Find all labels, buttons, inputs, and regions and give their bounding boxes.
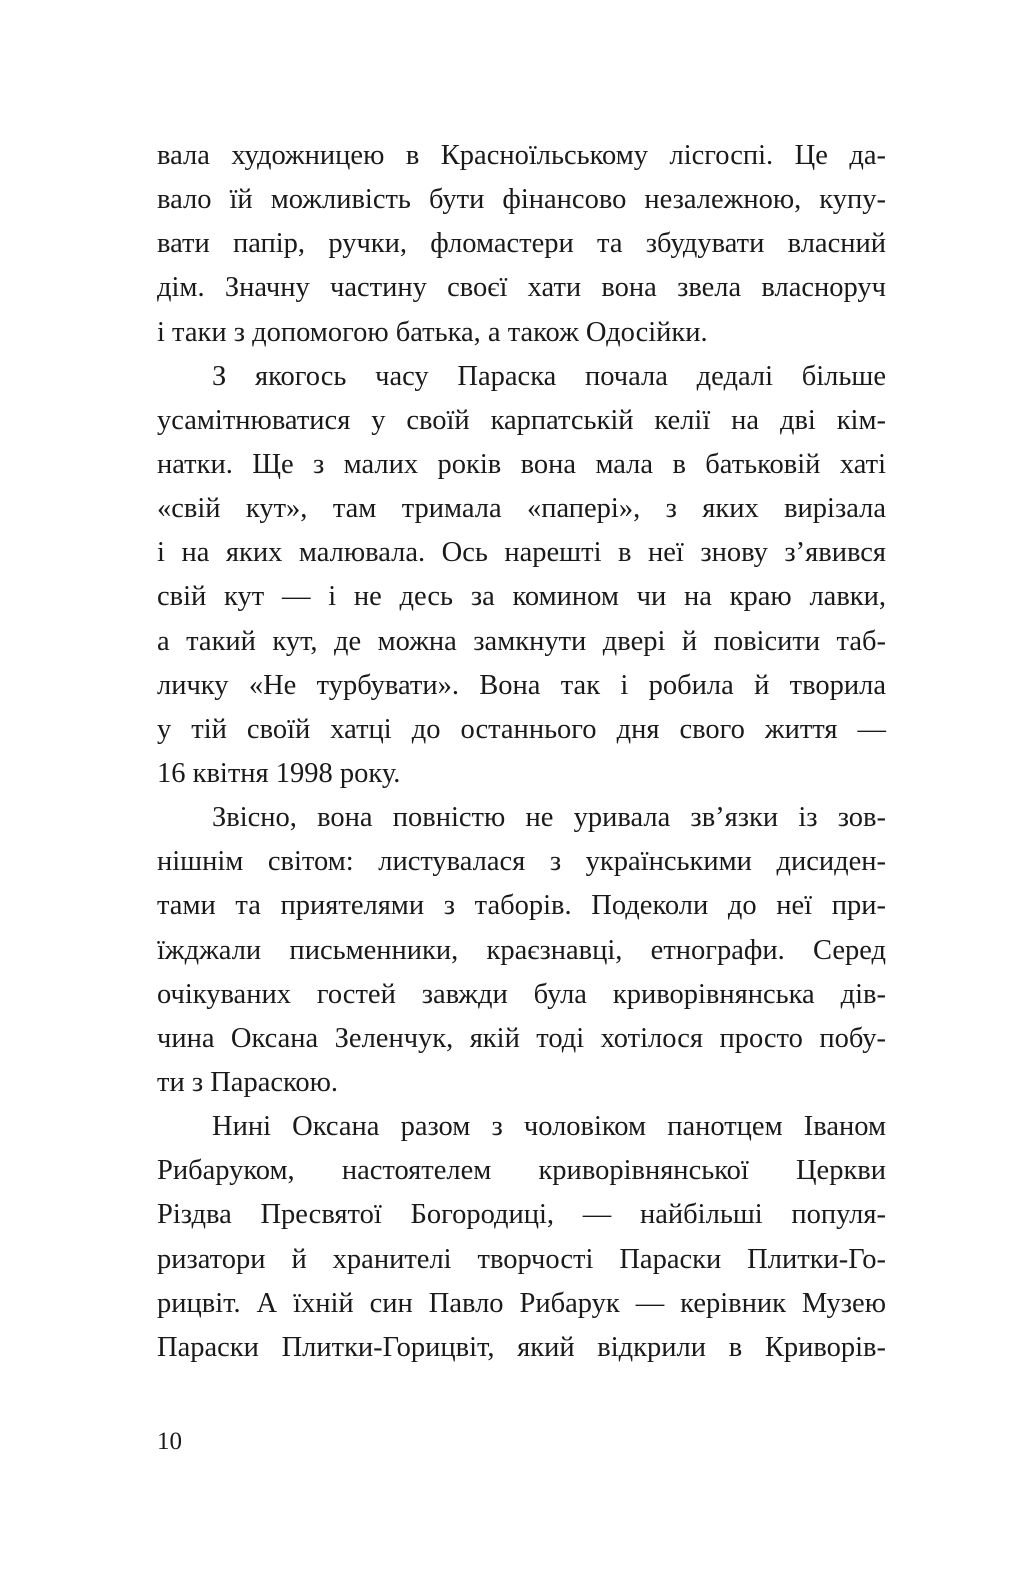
text-line: нішнім світом: листувалася з українськими дисиден- bbox=[157, 846, 886, 878]
page-number: 10 bbox=[157, 1428, 182, 1455]
text-line: ризатори й хранителі творчості Параски Плитки-Го- bbox=[157, 1243, 886, 1275]
text-line: дім. Значну частину своєї хати вона звела власноруч bbox=[157, 272, 886, 304]
text-line: ти з Параскою. bbox=[157, 1066, 339, 1098]
text-line: «свій кут», там тримала «папері», з яких вирізала bbox=[157, 493, 886, 525]
text-line: тами та приятелями з таборів. Подеколи до неї при- bbox=[157, 890, 886, 922]
text-line: личку «Не турбувати». Вона так і робила й творила bbox=[157, 669, 886, 701]
text-line: рицвіт. А їхній син Павло Рибарук — керівник Музею bbox=[157, 1287, 886, 1319]
text-line: Параски Плитки-Горицвіт, який відкрили в Криворів- bbox=[157, 1331, 886, 1363]
text-line: свій кут — і не десь за комином чи на краю лавки, bbox=[157, 581, 886, 613]
text-line: 16 квітня 1998 року. bbox=[157, 757, 401, 789]
text-line: їжджали письменники, краєзнавці, етнографи. Серед bbox=[157, 934, 886, 966]
paragraph-start-line: Звісно, вона повністю не уривала зв’язки із зов- bbox=[212, 802, 886, 834]
text-line: очікуваних гостей завжди була криворівнянська дів- bbox=[157, 978, 886, 1010]
page-body-text bbox=[157, 134, 886, 1370]
text-line: вало їй можливість бути фінансово незалежною, купу- bbox=[157, 184, 886, 216]
text-line: усамітнюватися у своїй карпатській келії на дві кім- bbox=[157, 404, 886, 436]
text-line: Різдва Пресвятої Богородиці, — найбільші популя- bbox=[157, 1199, 886, 1231]
text-line: і таки з допомогою батька, а також Одосійки. bbox=[157, 316, 708, 348]
text-line: вала художницею в Красноїльському лісгоспі. Це да- bbox=[157, 140, 886, 171]
text-line: і на яких малювала. Ось нарешті в неї знову з’явився bbox=[157, 537, 886, 569]
text-line: Рибаруком, настоятелем криворівнянської Церкви bbox=[157, 1155, 886, 1187]
text-line: чина Оксана Зеленчук, якій тоді хотілося просто побу- bbox=[157, 1022, 886, 1054]
text-line: у тій своїй хатці до останнього дня свого життя — bbox=[157, 713, 886, 745]
text-line: а такий кут, де можна замкнути двері й повісити таб- bbox=[157, 625, 886, 657]
paragraph-start-line: З якогось часу Параска почала дедалі більше bbox=[212, 360, 886, 392]
paragraph-start-line: Нині Оксана разом з чоловіком панотцем Іваном bbox=[212, 1111, 886, 1143]
text-line: натки. Ще з малих років вона мала в батьковій хаті bbox=[157, 448, 886, 480]
text-line: вати папір, ручки, фломастери та збудувати власний bbox=[157, 228, 886, 260]
